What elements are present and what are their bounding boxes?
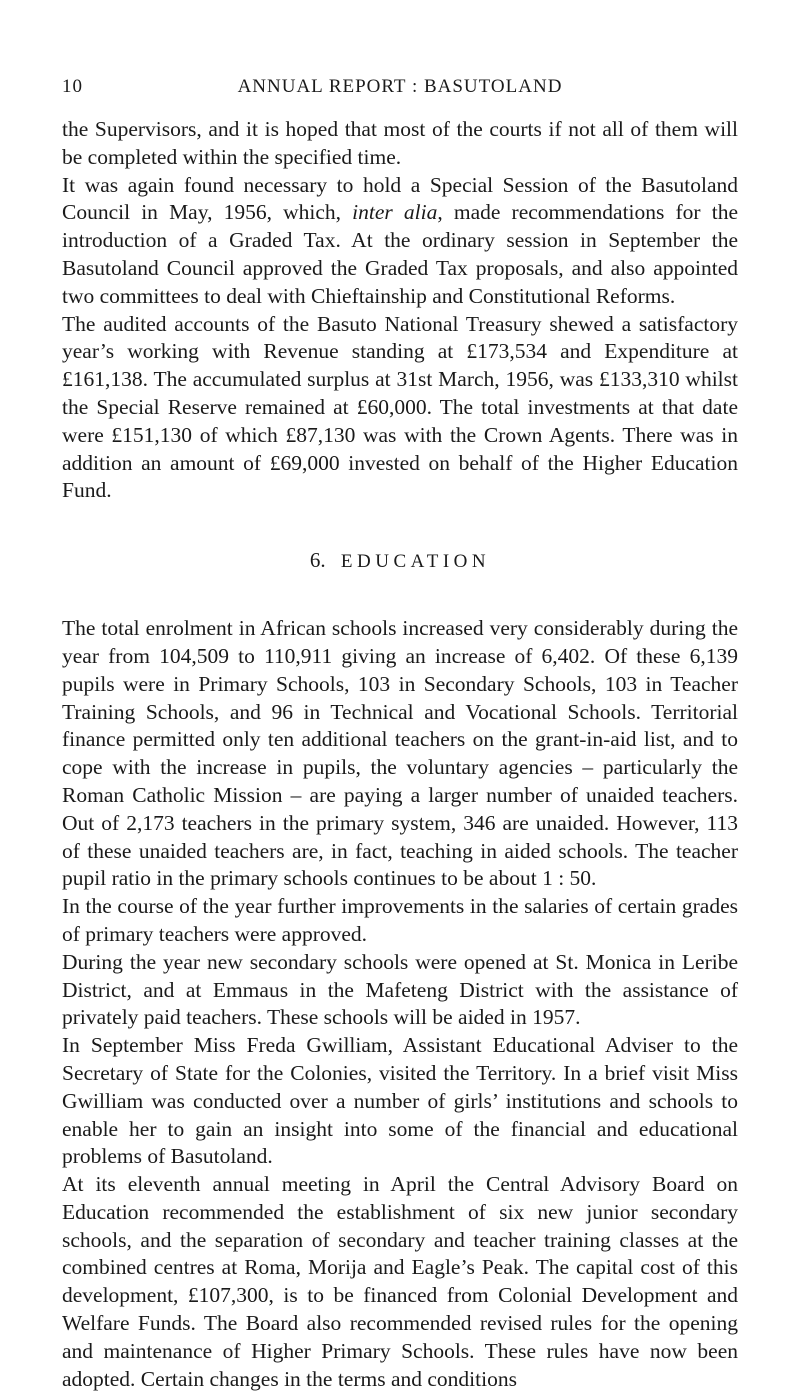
running-title: ANNUAL REPORT : BASUTOLAND [237, 76, 563, 97]
section-heading [62, 548, 738, 573]
paragraph-new-schools: During the year new secondary schools were opened at St. Monica in Leribe District, and at Emmaus in the Mafeteng District with the assistance of privately paid teachers. These schools will be aided in 1957. [62, 949, 738, 1030]
page-number: 10 [62, 76, 83, 97]
paragraph-text: , made recommendations for the introduction of a Graded Tax. At the ordinary session in September the Basutoland Council approved the Graded Tax proposals, and also appointed two committees to deal with Chieftainship and Constitutional Reforms. [62, 200, 738, 308]
paragraph-salaries: In the course of the year further improvements in the salaries of certain grades of primary teachers were approved. [62, 894, 738, 946]
paragraph-advisory-board: At its eleventh annual meeting in April the Central Advisory Board on Education recommended the establishment of six new junior secondary schools, and the separation of secondary and teacher training classes at the combined centres at Roma, Morija and Eagle’s Peak. The capital cost of this development, £107,300, is to be financed from Colonial Development and Welfare Funds. The Board also recommended revised rules for the opening and maintenance of Higher Primary Schools. These rules have now been adopted. Certain changes in the terms and conditions [62, 1172, 738, 1391]
paragraph-treasury-accounts: The audited accounts of the Basuto National Treasury shewed a satisfactory year’s working with Revenue standing at £173,534 and Expenditure at £161,138. The accumulated surplus at 31st March, 1956, was £133,310 whilst the Special Reserve remained at £60,000. The total investments at that date were £151,130 of which £87,130 was with the Crown Agents. There was in addition an amount of £69,000 invested on behalf of the Higher Education Fund. [62, 311, 738, 503]
section-number: 6. [309, 548, 326, 573]
paragraph-enrolment: The total enrolment in African schools increased very considerably during the year from 104,509 to 110,911 giving an increase of 6,402. Of these 6,139 pupils were in Primary Schools, 103 in Secondary Schools, 103 in Teacher Training Schools, and 96 in Technical and Vocational Schools. Territorial finance permitted only ten additional teachers on the grant-in-aid list, and to cope with the increase in pupils, the voluntary agencies – particularly the Roman Catholic Mission – are paying a larger number of unaided teachers. Out of 2,173 teachers in the primary system, 346 are unaided. However, 113 of these unaided teachers are, in fact, teaching in aided schools. The teacher pupil ratio in the primary schools continues to be about 1 : 50. [62, 616, 738, 891]
section-title: EDUCATION [340, 551, 491, 573]
paragraph-supervisors: the Supervisors, and it is hoped that most of the courts if not all of them will be completed within the specified time. [62, 117, 738, 169]
page-body [62, 116, 738, 1393]
italic-phrase: inter alia [352, 200, 438, 225]
paragraph-gwilliam-visit: In September Miss Freda Gwilliam, Assistant Educational Adviser to the Secretary of State for the Colonies, visited the Territory. In a brief visit Miss Gwilliam was conducted over a number of girls’ institutions and schools to enable her to gain an insight into some of the financial and educational problems of Basutoland. [62, 1033, 738, 1169]
paragraph-special-session [62, 172, 738, 311]
paragraph-text: It was again found necessary to hold a Special Session of the Basutoland Council in May, 1956, which, [62, 172, 738, 225]
